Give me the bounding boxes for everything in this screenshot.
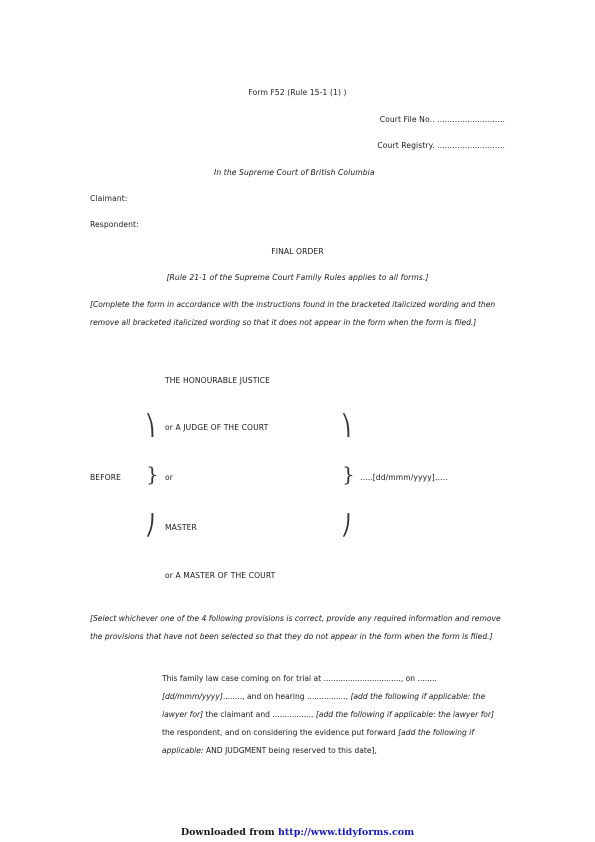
instruction-paragraph-2: [Select whichever one of the 4 following provisions is correct, provide any required information and remove the provisions that have not been selected so that they do not appear in the form when the form is filed.] xyxy=(90,614,501,641)
download-footer xyxy=(0,827,595,838)
brace-middle-right: } xyxy=(342,462,355,486)
order-date-field: …..[dd/mmm/yyyy]….. xyxy=(360,473,448,482)
bracket-top-left: ⎞ xyxy=(145,413,155,437)
or-label: or xyxy=(165,473,173,482)
claimant-label: Claimant: xyxy=(90,194,128,203)
court-file-no: Court File No.. ........................... xyxy=(379,115,505,124)
provision-instruction: [add the following if applicable: xyxy=(162,728,475,755)
provision-date-placeholder: [dd/mmm/yyyy] xyxy=(162,692,223,701)
provision-text: ........, and on hearing ................, xyxy=(222,692,351,701)
master-of-court-label: or A MASTER OF THE COURT xyxy=(165,571,276,580)
brace-middle-left: } xyxy=(146,462,159,486)
provision-instruction: [add the following if applicable: the lawyer for] xyxy=(315,710,495,719)
provision-text: This family law case coming on for trial at ................................, on ........ xyxy=(162,674,437,683)
before-label: BEFORE xyxy=(90,473,122,482)
provision-paragraph xyxy=(162,670,506,760)
master-label: MASTER xyxy=(165,523,197,532)
form-title: Form F52 (Rule 15-1 (1) ) xyxy=(248,88,347,97)
bracket-top-right: ⎞ xyxy=(341,413,351,437)
bracket-bottom-right: ⎠ xyxy=(341,513,351,537)
provision-text: AND JUDGMENT being reserved to this date], xyxy=(203,746,377,755)
footer-prefix: Downloaded from xyxy=(180,827,279,838)
bracket-bottom-left: ⎠ xyxy=(145,513,155,537)
document-heading: FINAL ORDER xyxy=(271,247,324,256)
provision-text: the respondent, and on considering the evidence put forward xyxy=(162,728,399,737)
instruction-paragraph-1: [Complete the form in accordance with the instructions found in the bracketed italicized wording and then remove all bracketed italicized wording so that it does not appear in the form when the form is filed.] xyxy=(90,300,496,327)
judge-of-court-label: or A JUDGE OF THE COURT xyxy=(165,423,269,432)
rule-note: [Rule 21-1 of the Supreme Court Family Rules applies to all forms.] xyxy=(166,273,429,282)
respondent-label: Respondent: xyxy=(90,220,139,229)
provision-instruction: [add the following if applicable: the lawyer for] xyxy=(162,692,486,719)
court-registry: Court Registry. ........................... xyxy=(377,141,505,150)
court-name: In the Supreme Court of British Columbia xyxy=(214,168,375,177)
honourable-justice-label: THE HONOURABLE JUSTICE xyxy=(165,376,271,385)
tidyforms-link[interactable]: http://www.tidyforms.com xyxy=(278,827,415,838)
provision-text: the claimant and ................, xyxy=(203,710,316,719)
